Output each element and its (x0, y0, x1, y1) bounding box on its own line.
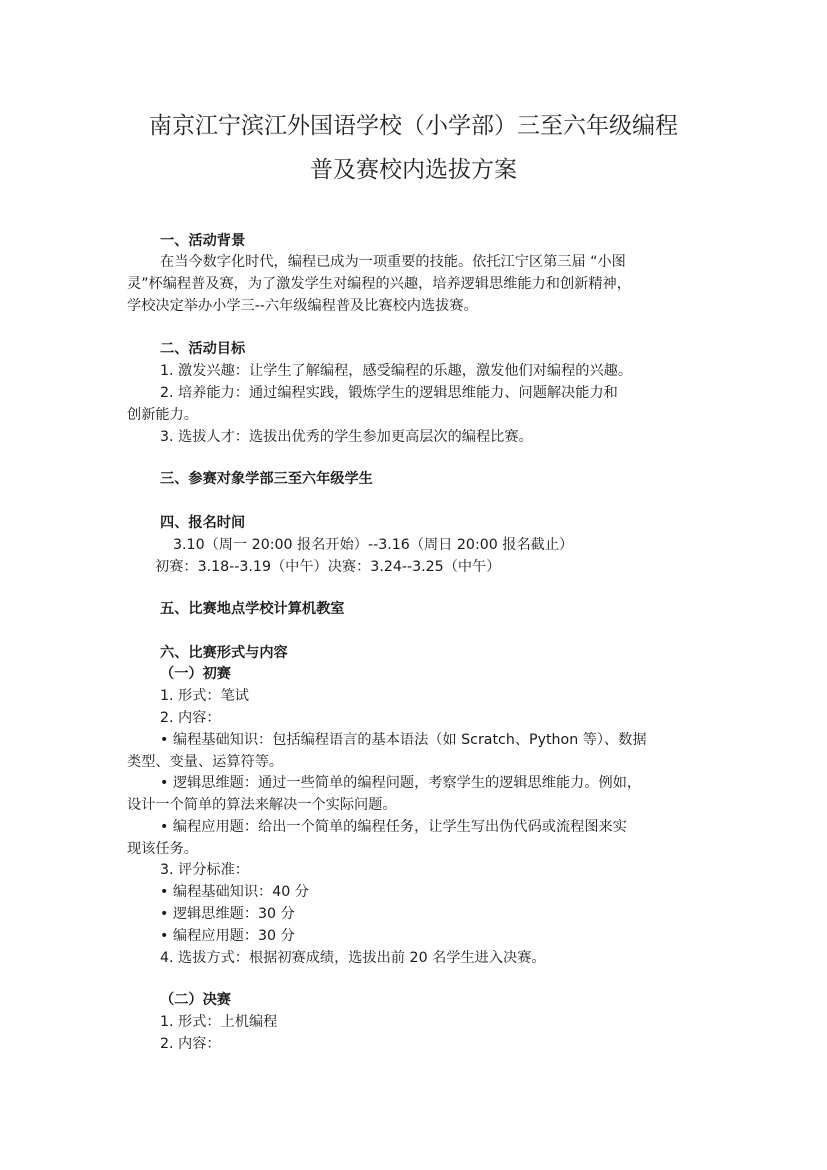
section-heading-format: 六、比赛形式与内容 (160, 645, 288, 661)
score-item: • 编程基础知识：40 分 (160, 884, 309, 900)
subheading-final: （二）决赛 (160, 992, 231, 1008)
competition-dates: 初赛：3.18--3.19（中午）决赛：3.24--3.25（中午） (155, 559, 501, 575)
section-heading-participants: 三、参赛对象学部三至六年级学生 (160, 471, 373, 487)
background-paragraph-line: 在当今数字化时代，编程已成为一项重要的技能。依托江宁区第三届 “小图 (160, 254, 626, 270)
registration-time: 3.10（周一 20:00 报名开始）--3.16（周日 20:00 报名截止） (173, 537, 574, 553)
background-paragraph-line: 学校决定举办小学三--六年级编程普及比赛校内选拔赛。 (127, 298, 478, 314)
score-item: • 编程应用题：30 分 (160, 928, 295, 944)
goal-item: 1. 激发兴趣：让学生了解编程，感受编程的乐趣，激发他们对编程的兴趣。 (160, 363, 633, 379)
goal-item: 3. 选拔人才：选拔出优秀的学生参加更高层次的编程比赛。 (160, 429, 533, 445)
bullet-item-continuation: 类型、变量、运算符等。 (127, 754, 284, 770)
bullet-item: • 编程应用题：给出一个简单的编程任务，让学生写出伪代码或流程图来实 (160, 819, 627, 835)
document-title-line-2: 普及赛校内选拔方案 (310, 157, 517, 183)
list-item: 2. 内容： (160, 1036, 221, 1052)
section-heading-goals: 二、活动目标 (160, 341, 246, 357)
list-item: 4. 选拔方式：根据初赛成绩，选拔出前 20 名学生进入决赛。 (160, 950, 546, 966)
section-heading-registration: 四、报名时间 (160, 515, 246, 531)
bullet-item-continuation: 设计一个简单的算法来解决一个实际问题。 (127, 797, 397, 813)
bullet-item-continuation: 现该任务。 (127, 841, 198, 857)
list-item: 3. 评分标准： (160, 862, 249, 878)
score-item: • 逻辑思维题：30 分 (160, 906, 295, 922)
bullet-item: • 编程基础知识：包括编程语言的基本语法（如 Scratch、Python 等）、数据 (160, 732, 647, 748)
list-item: 1. 形式：笔试 (160, 688, 249, 704)
background-paragraph-line: 灵”杯编程普及赛，为了激发学生对编程的兴趣，培养逻辑思维能力和创新精神， (127, 276, 631, 292)
goal-item-continuation: 创新能力。 (127, 407, 198, 423)
bullet-item: • 逻辑思维题：通过一些简单的编程问题，考察学生的逻辑思维能力。例如， (160, 775, 642, 791)
list-item: 2. 内容： (160, 710, 221, 726)
section-heading-venue: 五、比赛地点学校计算机教室 (160, 601, 345, 617)
goal-item: 2. 培养能力：通过编程实践，锻炼学生的逻辑思维能力、问题解决能力和 (160, 385, 618, 401)
document-title-line-1: 南京江宁滨江外国语学校（小学部）三至六年级编程 (149, 113, 678, 139)
subheading-preliminary: （一）初赛 (160, 666, 231, 682)
section-heading-background: 一、活动背景 (160, 233, 246, 249)
list-item: 1. 形式：上机编程 (160, 1014, 278, 1030)
